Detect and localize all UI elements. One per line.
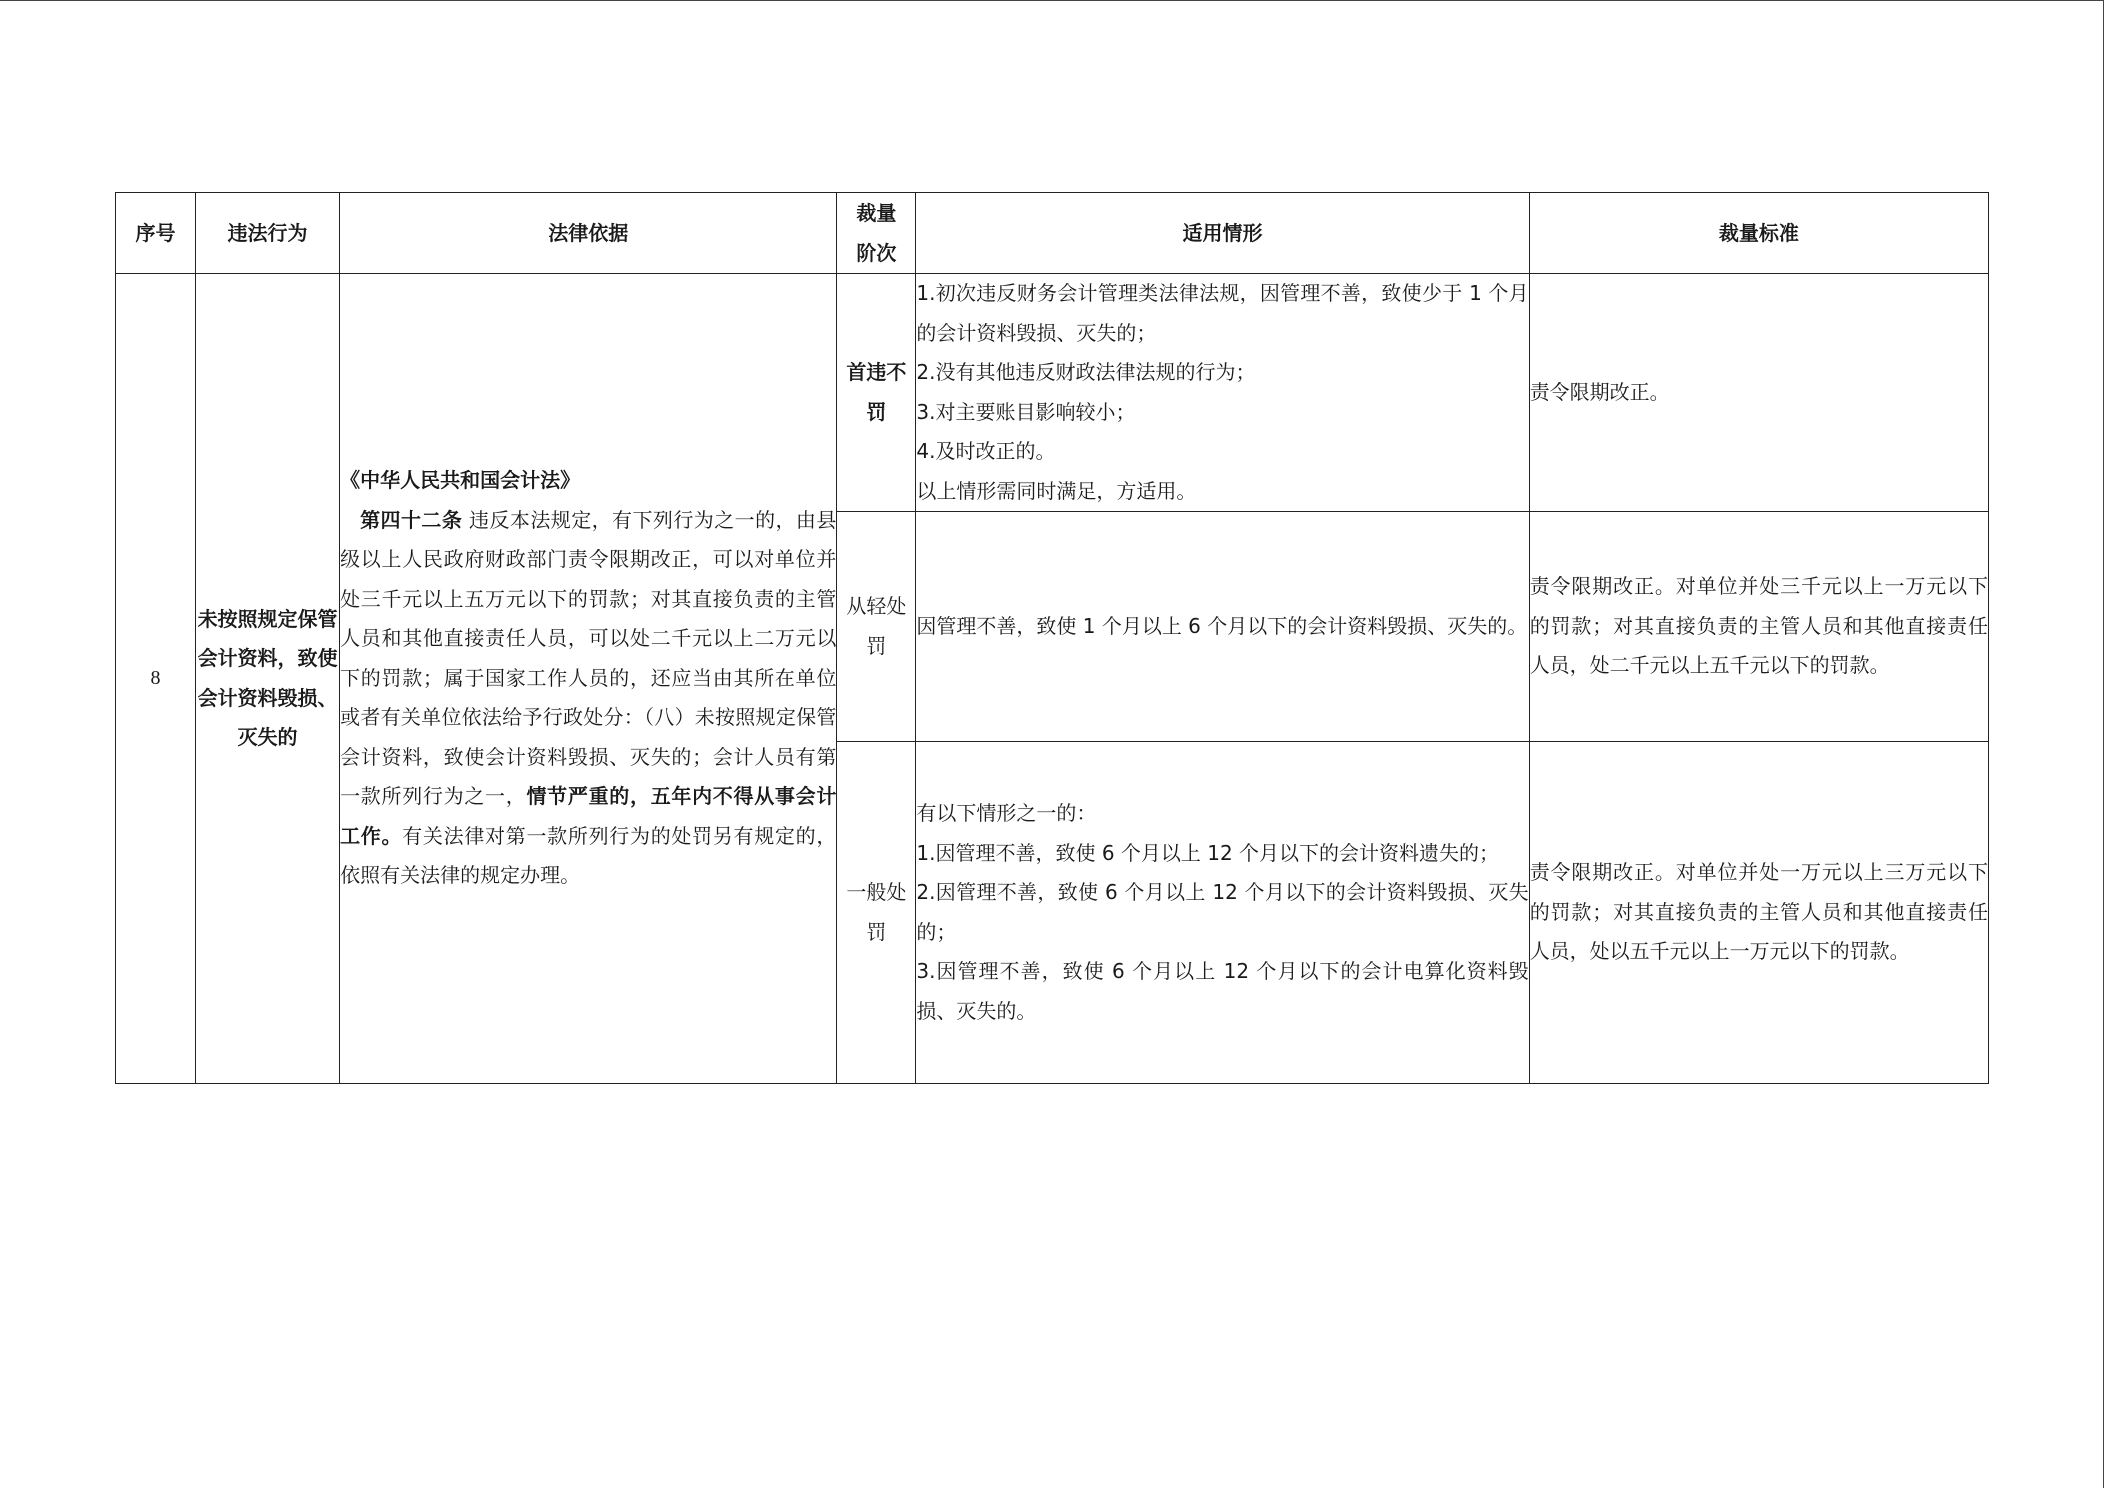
level-first-violation: 首违不罚 [837,274,916,512]
situation-line: 3.对主要账目影响较小； [916,399,1136,424]
penalty-discretion-table [115,192,1989,1084]
situation-cell-first [916,274,1529,512]
situation-line: 4.及时改正的。 [916,439,1056,463]
header-standard: 裁量标准 [1529,193,1988,274]
row-act: 未按照规定保管会计资料，致使会计资料毁损、灭失的 [196,274,340,1084]
law-body [340,501,836,896]
situation-line: 1.初次违反财务会计管理类法律法规，因管理不善，致使少于 1 个月的会计资料毁损、灭失的； [916,281,1529,345]
situation-line: 2.因管理不善，致使 6 个月以上 12 个月以下的会计资料毁损、灭失的； [916,880,1529,944]
table-row [116,274,1989,512]
header-level [837,193,916,274]
standard-cell-lighter: 责令限期改正。对单位并处三千元以上一万元以下的罚款；对其直接负责的主管人员和其他直接责任人员，处二千元以上五千元以下的罚款。 [1529,512,1988,742]
header-level-line2: 阶次 [856,241,897,265]
law-text-bold: 情节严重的，五年内不得从事会计工作。 [340,784,837,848]
situation-line: 因管理不善，致使 1 个月以上 6 个月以下的会计资料毁损、灭失的。 [916,613,1528,638]
law-text-part1: 违反本法规定，有下列行为之一的，由县级以上人民政府财政部门责令限期改正，可以对单位并处三千元以上五万元以下的罚款；对其直接负责的主管人员和其他直接责任人员，可以处二千元以上二万元以下的罚款；属于国家工作人员的，还应当由其所在单位或者有关单位依法给予行政处分：（八）未按照规定保管会计资料，致使会计资料毁损、灭失的；会计人员有第一款所列行为之一， [340,507,837,809]
level-general: 一般处罚 [837,742,916,1084]
situation-cell-lighter [916,512,1529,742]
standard-cell-first: 责令限期改正。 [1529,274,1988,512]
situation-line: 1.因管理不善，致使 6 个月以上 12 个月以下的会计资料遗失的； [916,840,1500,865]
law-article: 第四十二条 [360,507,463,532]
header-law: 法律依据 [340,193,837,274]
situation-line: 以上情形需同时满足，方适用。 [916,478,1197,503]
situation-line: 有以下情形之一的： [916,801,1097,825]
header-level-line1: 裁量 [856,201,897,225]
header-act: 违法行为 [196,193,340,274]
situation-cell-general [916,742,1529,1084]
header-situation: 适用情形 [916,193,1529,274]
standard-cell-general: 责令限期改正。对单位并处一万元以上三万元以下的罚款；对其直接负责的主管人员和其他直接责任人员，处以五千元以上一万元以下的罚款。 [1529,742,1988,1084]
situation-line: 2.没有其他违反财政法律法规的行为； [916,360,1256,384]
level-lighter: 从轻处罚 [837,512,916,742]
law-title: 《中华人民共和国会计法》 [340,468,581,493]
situation-line: 3.因管理不善，致使 6 个月以上 12 个月以下的会计电算化资料毁损、灭失的。 [916,959,1529,1023]
row-law [340,274,837,1084]
header-seq: 序号 [116,193,196,274]
row-seq: 8 [116,274,196,1084]
law-text-part2: 有关法律对第一款所列行为的处罚另有规定的，依照有关法律的规定办理。 [340,823,837,888]
table-header-row [116,193,1989,274]
